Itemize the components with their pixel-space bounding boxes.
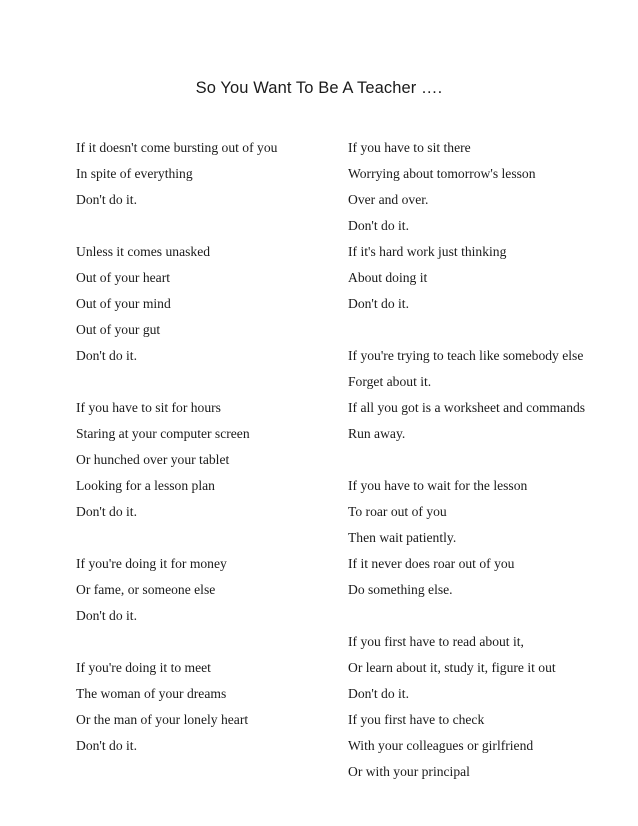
poem-line: Forget about it. <box>348 374 432 389</box>
poem-line: If it doesn't come bursting out of you <box>76 140 278 155</box>
poem-line: Worrying about tomorrow's lesson <box>348 166 536 181</box>
poem-line: Do something else. <box>348 582 453 597</box>
poem-line: Then wait patiently. <box>348 530 457 545</box>
page-title: So You Want To Be A Teacher …. <box>195 79 443 97</box>
poem-line: If you first have to check <box>348 712 485 727</box>
poem-line: Looking for a lesson plan <box>76 478 215 493</box>
stanza-break <box>348 603 630 629</box>
poem-line: If you're doing it for money <box>76 556 227 571</box>
poem-line: If you have to sit for hours <box>76 400 221 415</box>
poem-line: If it's hard work just thinking <box>348 244 507 259</box>
poem-line: If you have to wait for the lesson <box>348 478 528 493</box>
poem-line: In spite of everything <box>76 166 193 181</box>
poem-column-left <box>76 135 336 759</box>
poem-line: Out of your gut <box>76 322 161 337</box>
poem-line: Don't do it. <box>76 738 137 753</box>
poem-line: Or hunched over your tablet <box>76 452 230 467</box>
stanza-break <box>348 317 630 343</box>
poem-line: To roar out of you <box>348 504 447 519</box>
poem-line: Or the man of your lonely heart <box>76 712 249 727</box>
poem-line: Or fame, or someone else <box>76 582 216 597</box>
stanza-break <box>76 369 336 395</box>
poem-line: Don't do it. <box>76 608 137 623</box>
poem-line: Don't do it. <box>76 504 137 519</box>
poem-line: Run away. <box>348 426 406 441</box>
poem-line: Don't do it. <box>76 192 137 207</box>
poem-line: Don't do it. <box>348 296 409 311</box>
stanza-break <box>76 213 336 239</box>
poem-line: The woman of your dreams <box>76 686 227 701</box>
poem-line: Or learn about it, study it, figure it out <box>348 660 556 675</box>
stanza-break <box>76 525 336 551</box>
poem-line: With your colleagues or girlfriend <box>348 738 534 753</box>
poem-line: Out of your heart <box>76 270 170 285</box>
poem-line: About doing it <box>348 270 428 285</box>
stanza-break <box>348 447 630 473</box>
poem-line: Don't do it. <box>76 348 137 363</box>
poem-line: Or with your principal <box>348 764 470 779</box>
stanza-break <box>76 629 336 655</box>
poem-line: If you're doing it to meet <box>76 660 211 675</box>
poem-line: If it never does roar out of you <box>348 556 515 571</box>
poem-line: If you have to sit there <box>348 140 471 155</box>
poem-line: If you first have to read about it, <box>348 634 524 649</box>
poem-column-right <box>348 135 630 785</box>
poem-line: If you're trying to teach like somebody else <box>348 348 584 363</box>
poem-line: Unless it comes unasked <box>76 244 211 259</box>
poem-line: Don't do it. <box>348 218 409 233</box>
poem-line: Over and over. <box>348 192 429 207</box>
poem-line: Staring at your computer screen <box>76 426 250 441</box>
poem-line: Don't do it. <box>348 686 409 701</box>
poem-line: Out of your mind <box>76 296 171 311</box>
poem-line: If all you got is a worksheet and commands <box>348 400 586 415</box>
